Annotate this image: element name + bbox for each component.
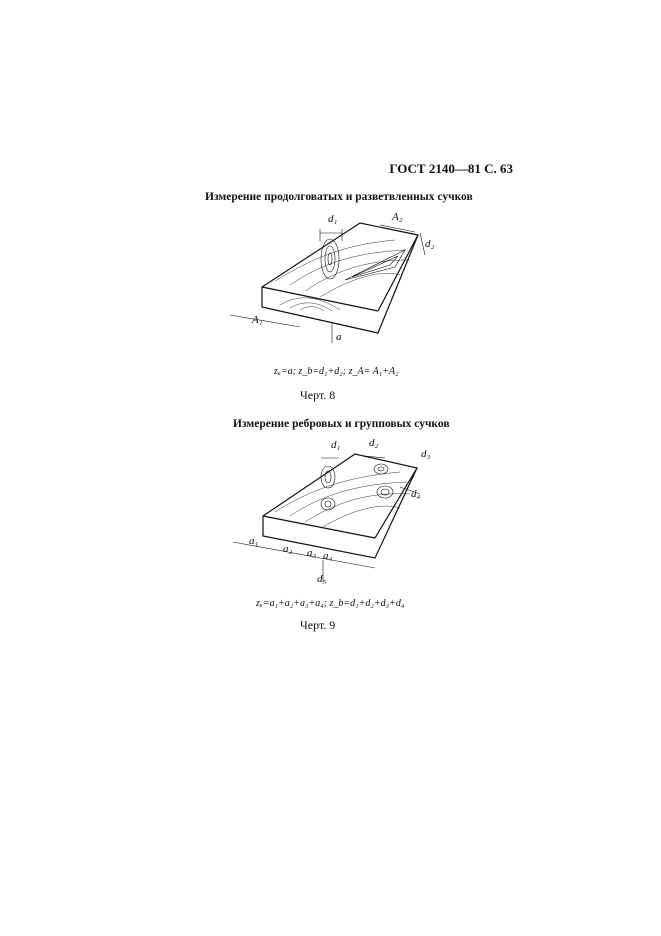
figure-8-title: Измерение продолговатых и разветвленных сучков — [205, 191, 473, 203]
board-outline-8 — [262, 223, 418, 333]
figure-8-caption: Черт. 8 — [300, 388, 336, 402]
dimension-lines-9 — [233, 456, 420, 582]
knot-group-9 — [321, 464, 393, 510]
label-d3-9: d₃ — [421, 448, 431, 460]
label-a-8: a — [336, 331, 342, 343]
label-d1-9: d₁ — [331, 439, 341, 451]
label-d5-9: d₅ — [317, 573, 327, 585]
wood-grain-8 — [275, 240, 410, 311]
wood-grain-9 — [275, 472, 410, 528]
figure-9-caption: Черт. 9 — [300, 618, 336, 632]
label-a2-9: a₂ — [283, 543, 293, 555]
label-a1-9: a₁ — [249, 535, 259, 547]
figure-9-title: Измерение ребровых и групповых сучков — [233, 418, 450, 430]
label-a3-9: a₃ — [307, 547, 317, 559]
branched-knot-8 — [345, 250, 405, 280]
label-d2-8: d₂ — [425, 238, 435, 250]
label-a4-9: a₄ — [323, 550, 333, 562]
label-a1-8: A₁ — [252, 314, 263, 326]
label-d4-9: d₄ — [411, 488, 421, 500]
figure-8-drawing — [220, 205, 460, 365]
page-header: ГОСТ 2140—81 С. 63 — [389, 161, 513, 176]
figure-9-drawing — [225, 432, 465, 592]
label-d1-8: d₁ — [328, 213, 338, 225]
oval-knot-8 — [321, 239, 339, 279]
label-d2-9: d₂ — [369, 437, 379, 449]
figure-8-formula: zₐ=a; z_b=d₁+d₂; z_A= A₁+A₂ — [274, 366, 399, 377]
figure-9-formula: zₐ=a₁+a₂+a₃+a₄; z_b=d₁+d₂+d₃+d₄ — [256, 598, 405, 609]
label-a2-8: A₂ — [392, 211, 403, 223]
